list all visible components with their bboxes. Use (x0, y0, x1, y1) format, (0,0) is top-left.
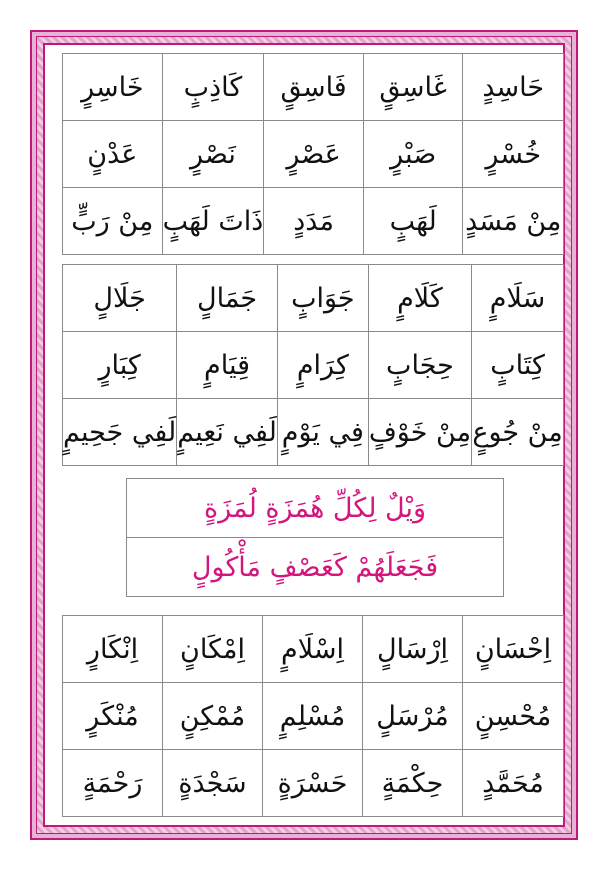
word-cell: اِرْسَالٍ (363, 616, 463, 683)
word-cell: جَلَالٍ (63, 265, 177, 332)
word-grid-1 (62, 53, 564, 255)
word-grid-2 (62, 264, 564, 466)
page-border-outer (30, 30, 578, 840)
word-cell: حَاسِدٍ (463, 54, 563, 121)
word-cell: مُحَمَّدٍ (463, 750, 563, 817)
word-cell: مُحْسِنٍ (463, 683, 563, 750)
word-cell: لَفِي نَعِيمٍ (177, 399, 278, 466)
word-cell: حَسْرَةٍ (263, 750, 363, 817)
word-cell: خَاسِرٍ (63, 54, 163, 121)
word-cell: اِنْكَارٍ (63, 616, 163, 683)
word-cell: ذَاتَ لَهَبٍ (163, 188, 265, 255)
word-cell: مُمْكِنٍ (163, 683, 263, 750)
word-grid-3 (62, 615, 564, 817)
highlight-phrase: وَيْلٌ لِكُلِّ هُمَزَةٍ لُمَزَةٍ (203, 492, 427, 524)
word-cell: خُسْرٍ (463, 121, 563, 188)
word-cell: مِنْ مَسَدٍ (463, 188, 563, 255)
word-cell: غَاسِقٍ (364, 54, 464, 121)
page-border-pattern (36, 36, 572, 834)
word-cell: كَاذِبٍ (163, 54, 265, 121)
word-cell: مِنْ جُوعٍ (472, 399, 563, 466)
page-content-area (43, 43, 565, 827)
word-cell: عَصْرٍ (264, 121, 364, 188)
highlight-phrase: فَجَعَلَهُمْ كَعَصْفٍ مَأْكُولٍ (127, 537, 503, 596)
word-cell: نَصْرٍ (163, 121, 265, 188)
word-cell: مِنْ رَبٍّ (63, 188, 163, 255)
word-cell: لَفِي جَحِيمٍ (63, 399, 177, 466)
word-cell: مُرْسَلٍ (363, 683, 463, 750)
word-cell: سَجْدَةٍ (163, 750, 263, 817)
word-cell: كِرَامٍ (278, 332, 369, 399)
word-cell: لَهَبٍ (364, 188, 464, 255)
word-cell: جَوَابٍ (278, 265, 369, 332)
highlight-phrase-box (126, 478, 504, 597)
word-cell: صَبْرٍ (364, 121, 464, 188)
word-cell: كِبَارٍ (63, 332, 177, 399)
word-cell: مِنْ خَوْفٍ (369, 399, 472, 466)
word-cell: اِحْسَانٍ (463, 616, 563, 683)
word-cell: قِيَامٍ (177, 332, 278, 399)
word-cell: حِكْمَةٍ (363, 750, 463, 817)
word-cell: حِجَابٍ (369, 332, 472, 399)
word-cell: رَحْمَةٍ (63, 750, 163, 817)
word-cell: سَلَامٍ (472, 265, 563, 332)
word-cell: كِتَابٍ (472, 332, 563, 399)
word-cell: اِمْكَانٍ (163, 616, 263, 683)
word-cell: عَدْنٍ (63, 121, 163, 188)
word-cell: كَلَامٍ (369, 265, 472, 332)
word-cell: مُنْكَرٍ (63, 683, 163, 750)
word-cell: اِسْلَامٍ (263, 616, 363, 683)
word-cell: مُسْلِمٍ (263, 683, 363, 750)
word-cell: فَاسِقٍ (264, 54, 364, 121)
word-cell: مَدَدٍ (264, 188, 364, 255)
word-cell: جَمَالٍ (177, 265, 278, 332)
word-cell: فِي يَوْمٍ (278, 399, 369, 466)
